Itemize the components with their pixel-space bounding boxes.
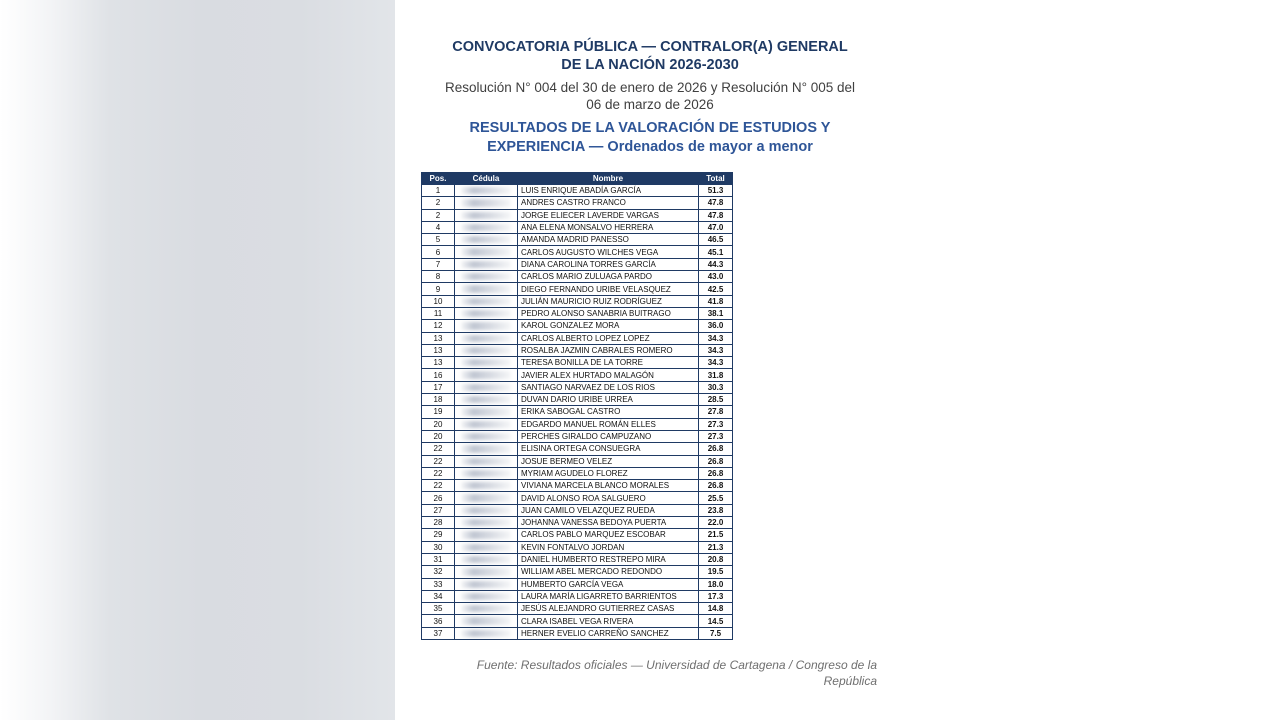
cell-nombre: ERIKA SABOGAL CASTRO xyxy=(518,406,699,418)
redaction-blur xyxy=(461,310,511,317)
redaction-blur xyxy=(461,433,511,440)
cell-cedula-redacted xyxy=(455,246,518,258)
cell-nombre: ANDRES CASTRO FRANCO xyxy=(518,197,699,209)
cell-cedula-redacted xyxy=(455,369,518,381)
table-row xyxy=(422,271,733,283)
cell-nombre: CARLOS PABLO MARQUEZ ESCOBAR xyxy=(518,529,699,541)
cell-nombre: PERCHES GIRALDO CAMPUZANO xyxy=(518,430,699,442)
redaction-blur xyxy=(461,371,511,378)
cell-pos: 1 xyxy=(422,185,455,197)
cell-total: 34.3 xyxy=(699,357,733,369)
title-line-2: DE LA NACIÓN 2026-2030 xyxy=(561,57,739,73)
cell-cedula-redacted xyxy=(455,553,518,565)
cell-total: 46.5 xyxy=(699,234,733,246)
table-row xyxy=(422,492,733,504)
redaction-blur xyxy=(461,248,511,255)
redaction-blur xyxy=(461,482,511,489)
cell-total: 22.0 xyxy=(699,517,733,529)
cell-cedula-redacted xyxy=(455,615,518,627)
redaction-blur xyxy=(461,556,511,563)
cell-pos: 29 xyxy=(422,529,455,541)
subtitle-line-2: 06 de marzo de 2026 xyxy=(586,97,714,112)
cell-cedula-redacted xyxy=(455,357,518,369)
cell-nombre: AMANDA MADRID PANESSO xyxy=(518,234,699,246)
cell-total: 26.8 xyxy=(699,480,733,492)
table-row xyxy=(422,480,733,492)
redaction-blur xyxy=(461,359,511,366)
redaction-blur xyxy=(461,519,511,526)
cell-total: 43.0 xyxy=(699,271,733,283)
cell-pos: 34 xyxy=(422,590,455,602)
cell-pos: 13 xyxy=(422,332,455,344)
table-row xyxy=(422,418,733,430)
cell-nombre: JORGE ELIECER LAVERDE VARGAS xyxy=(518,209,699,221)
table-row xyxy=(422,430,733,442)
cell-pos: 28 xyxy=(422,517,455,529)
cell-nombre: PEDRO ALONSO SANABRIA BUITRAGO xyxy=(518,307,699,319)
table-row xyxy=(422,295,733,307)
redaction-blur xyxy=(461,581,511,588)
cell-pos: 20 xyxy=(422,418,455,430)
table-row xyxy=(422,627,733,639)
table-row xyxy=(422,566,733,578)
cell-pos: 33 xyxy=(422,578,455,590)
cell-total: 18.0 xyxy=(699,578,733,590)
table-row xyxy=(422,406,733,418)
cell-nombre: JOHANNA VANESSA BEDOYA PUERTA xyxy=(518,517,699,529)
header-pos: Pos. xyxy=(422,173,455,185)
cell-nombre: ANA ELENA MONSALVO HERRERA xyxy=(518,221,699,233)
table-row xyxy=(422,381,733,393)
cell-total: 38.1 xyxy=(699,307,733,319)
table-header-row xyxy=(422,173,733,185)
cell-nombre: MYRIAM AGUDELO FLOREZ xyxy=(518,467,699,479)
cell-pos: 18 xyxy=(422,394,455,406)
table-row xyxy=(422,283,733,295)
cell-pos: 20 xyxy=(422,430,455,442)
cell-cedula-redacted xyxy=(455,197,518,209)
cell-total: 19.5 xyxy=(699,566,733,578)
table-row xyxy=(422,553,733,565)
cell-pos: 35 xyxy=(422,603,455,615)
table-row xyxy=(422,197,733,209)
table-row xyxy=(422,394,733,406)
cell-nombre: JULIÁN MAURICIO RUIZ RODRÍGUEZ xyxy=(518,295,699,307)
table-row xyxy=(422,578,733,590)
title-line-1: CONVOCATORIA PÚBLICA — CONTRALOR(A) GENERAL xyxy=(452,39,848,55)
cell-cedula-redacted xyxy=(455,603,518,615)
table-row xyxy=(422,603,733,615)
footer-line-1: Fuente: Resultados oficiales — Universidad de Cartagena / Congreso de la xyxy=(476,658,877,672)
cell-pos: 13 xyxy=(422,357,455,369)
cell-pos: 17 xyxy=(422,381,455,393)
table-row xyxy=(422,332,733,344)
cell-nombre: LUIS ENRIQUE ABADÍA GARCÍA xyxy=(518,185,699,197)
cell-pos: 7 xyxy=(422,258,455,270)
redaction-blur xyxy=(461,494,511,501)
cell-total: 14.8 xyxy=(699,603,733,615)
redaction-blur xyxy=(461,224,511,231)
cell-cedula-redacted xyxy=(455,430,518,442)
cell-total: 23.8 xyxy=(699,504,733,516)
cell-nombre: CARLOS ALBERTO LOPEZ LOPEZ xyxy=(518,332,699,344)
cell-cedula-redacted xyxy=(455,332,518,344)
cell-cedula-redacted xyxy=(455,529,518,541)
cell-pos: 8 xyxy=(422,271,455,283)
cell-total: 28.5 xyxy=(699,394,733,406)
cell-nombre: JAVIER ALEX HURTADO MALAGÓN xyxy=(518,369,699,381)
table-row xyxy=(422,443,733,455)
cell-cedula-redacted xyxy=(455,381,518,393)
cell-cedula-redacted xyxy=(455,344,518,356)
header-nombre: Nombre xyxy=(518,173,699,185)
cell-total: 21.5 xyxy=(699,529,733,541)
header-cedula: Cédula xyxy=(455,173,518,185)
cell-pos: 9 xyxy=(422,283,455,295)
table-row xyxy=(422,541,733,553)
redaction-blur xyxy=(461,593,511,600)
cell-nombre: CLARA ISABEL VEGA RIVERA xyxy=(518,615,699,627)
document-title xyxy=(410,38,890,74)
cell-nombre: VIVIANA MARCELA BLANCO MORALES xyxy=(518,480,699,492)
cell-nombre: JESÚS ALEJANDRO GUTIERREZ CASAS xyxy=(518,603,699,615)
cell-cedula-redacted xyxy=(455,320,518,332)
redaction-blur xyxy=(461,408,511,415)
redaction-blur xyxy=(461,261,511,268)
cell-cedula-redacted xyxy=(455,455,518,467)
table-row xyxy=(422,369,733,381)
table-row xyxy=(422,504,733,516)
cell-cedula-redacted xyxy=(455,283,518,295)
redaction-blur xyxy=(461,212,511,219)
cell-nombre: WILLIAM ABEL MERCADO REDONDO xyxy=(518,566,699,578)
table-row xyxy=(422,615,733,627)
cell-total: 25.5 xyxy=(699,492,733,504)
cell-nombre: ELISINA ORTEGA CONSUEGRA xyxy=(518,443,699,455)
cell-total: 45.1 xyxy=(699,246,733,258)
cell-nombre: KEVIN FONTALVO JORDAN xyxy=(518,541,699,553)
cell-total: 27.8 xyxy=(699,406,733,418)
cell-cedula-redacted xyxy=(455,209,518,221)
cell-total: 21.3 xyxy=(699,541,733,553)
cell-pos: 32 xyxy=(422,566,455,578)
redaction-blur xyxy=(461,335,511,342)
table-row xyxy=(422,185,733,197)
redaction-blur xyxy=(461,322,511,329)
table-body xyxy=(422,185,733,640)
cell-cedula-redacted xyxy=(455,221,518,233)
table-row xyxy=(422,517,733,529)
resolution-subtitle xyxy=(410,79,890,113)
cell-pos: 30 xyxy=(422,541,455,553)
table-row xyxy=(422,320,733,332)
redaction-blur xyxy=(461,236,511,243)
cell-cedula-redacted xyxy=(455,578,518,590)
blurred-background-panel xyxy=(0,0,395,720)
cell-total: 31.8 xyxy=(699,369,733,381)
cell-pos: 4 xyxy=(422,221,455,233)
cell-pos: 27 xyxy=(422,504,455,516)
cell-cedula-redacted xyxy=(455,541,518,553)
cell-total: 44.3 xyxy=(699,258,733,270)
cell-cedula-redacted xyxy=(455,492,518,504)
cell-pos: 22 xyxy=(422,443,455,455)
redaction-blur xyxy=(461,421,511,428)
cell-nombre: DIEGO FERNANDO URIBE VELASQUEZ xyxy=(518,283,699,295)
cell-pos: 16 xyxy=(422,369,455,381)
table-row xyxy=(422,258,733,270)
cell-total: 14.5 xyxy=(699,615,733,627)
table-row xyxy=(422,467,733,479)
cell-pos: 37 xyxy=(422,627,455,639)
cell-nombre: DUVAN DARIO URIBE URREA xyxy=(518,394,699,406)
table-row xyxy=(422,357,733,369)
cell-cedula-redacted xyxy=(455,590,518,602)
table-row xyxy=(422,246,733,258)
cell-pos: 36 xyxy=(422,615,455,627)
cell-pos: 2 xyxy=(422,209,455,221)
cell-total: 51.3 xyxy=(699,185,733,197)
cell-pos: 22 xyxy=(422,467,455,479)
redaction-blur xyxy=(461,617,511,624)
cell-nombre: HERNER EVELIO CARREÑO SANCHEZ xyxy=(518,627,699,639)
redaction-blur xyxy=(461,630,511,637)
redaction-blur xyxy=(461,458,511,465)
cell-cedula-redacted xyxy=(455,394,518,406)
cell-cedula-redacted xyxy=(455,295,518,307)
cell-total: 42.5 xyxy=(699,283,733,295)
results-table xyxy=(421,172,733,640)
cell-nombre: DANIEL HUMBERTO RESTREPO MIRA xyxy=(518,553,699,565)
table-row xyxy=(422,234,733,246)
cell-total: 20.8 xyxy=(699,553,733,565)
redaction-blur xyxy=(461,445,511,452)
redaction-blur xyxy=(461,273,511,280)
cell-nombre: TERESA BONILLA DE LA TORRE xyxy=(518,357,699,369)
cell-total: 34.3 xyxy=(699,332,733,344)
cell-total: 26.8 xyxy=(699,455,733,467)
cell-nombre: HUMBERTO GARCÍA VEGA xyxy=(518,578,699,590)
cell-cedula-redacted xyxy=(455,406,518,418)
cell-total: 26.8 xyxy=(699,443,733,455)
cell-pos: 13 xyxy=(422,344,455,356)
cell-nombre: SANTIAGO NARVAEZ DE LOS RIOS xyxy=(518,381,699,393)
redaction-blur xyxy=(461,285,511,292)
cell-pos: 11 xyxy=(422,307,455,319)
footer-line-2: República xyxy=(823,674,877,688)
cell-nombre: JUAN CAMILO VELAZQUEZ RUEDA xyxy=(518,504,699,516)
cell-cedula-redacted xyxy=(455,480,518,492)
results-heading xyxy=(410,119,890,157)
cell-total: 26.8 xyxy=(699,467,733,479)
redaction-blur xyxy=(461,531,511,538)
heading-line-1: RESULTADOS DE LA VALORACIÓN DE ESTUDIOS Y xyxy=(469,120,831,136)
cell-pos: 2 xyxy=(422,197,455,209)
cell-total: 17.3 xyxy=(699,590,733,602)
cell-nombre: EDGARDO MANUEL ROMÁN ELLES xyxy=(518,418,699,430)
redaction-blur xyxy=(461,544,511,551)
cell-pos: 6 xyxy=(422,246,455,258)
table-row xyxy=(422,590,733,602)
redaction-blur xyxy=(461,199,511,206)
cell-pos: 22 xyxy=(422,480,455,492)
cell-cedula-redacted xyxy=(455,307,518,319)
cell-pos: 26 xyxy=(422,492,455,504)
cell-cedula-redacted xyxy=(455,517,518,529)
redaction-blur xyxy=(461,507,511,514)
cell-total: 36.0 xyxy=(699,320,733,332)
cell-total: 47.0 xyxy=(699,221,733,233)
cell-total: 47.8 xyxy=(699,197,733,209)
table-row xyxy=(422,221,733,233)
cell-total: 7.5 xyxy=(699,627,733,639)
cell-total: 47.8 xyxy=(699,209,733,221)
redaction-blur xyxy=(461,384,511,391)
cell-nombre: LAURA MARÍA LIGARRETO BARRIENTOS xyxy=(518,590,699,602)
cell-total: 30.3 xyxy=(699,381,733,393)
cell-nombre: DIANA CAROLINA TORRES GARCÍA xyxy=(518,258,699,270)
cell-nombre: KAROL GONZALEZ MORA xyxy=(518,320,699,332)
source-footer xyxy=(420,657,877,689)
cell-cedula-redacted xyxy=(455,234,518,246)
redaction-blur xyxy=(461,187,511,194)
redaction-blur xyxy=(461,347,511,354)
cell-pos: 5 xyxy=(422,234,455,246)
table-row xyxy=(422,209,733,221)
cell-pos: 31 xyxy=(422,553,455,565)
cell-nombre: DAVID ALONSO ROA SALGUERO xyxy=(518,492,699,504)
heading-line-2: EXPERIENCIA — Ordenados de mayor a menor xyxy=(487,139,813,155)
cell-pos: 12 xyxy=(422,320,455,332)
subtitle-line-1: Resolución N° 004 del 30 de enero de 2026 y Resolución N° 005 del xyxy=(444,80,856,95)
cell-cedula-redacted xyxy=(455,185,518,197)
cell-nombre: CARLOS MARIO ZULUAGA PARDO xyxy=(518,271,699,283)
cell-cedula-redacted xyxy=(455,271,518,283)
cell-cedula-redacted xyxy=(455,443,518,455)
cell-total: 27.3 xyxy=(699,430,733,442)
cell-cedula-redacted xyxy=(455,566,518,578)
redaction-blur xyxy=(461,568,511,575)
redaction-blur xyxy=(461,298,511,305)
table-row xyxy=(422,455,733,467)
cell-cedula-redacted xyxy=(455,627,518,639)
cell-cedula-redacted xyxy=(455,258,518,270)
redaction-blur xyxy=(461,605,511,612)
redaction-blur xyxy=(461,396,511,403)
table-row xyxy=(422,529,733,541)
cell-total: 27.3 xyxy=(699,418,733,430)
cell-total: 41.8 xyxy=(699,295,733,307)
cell-total: 34.3 xyxy=(699,344,733,356)
cell-nombre: ROSALBA JAZMIN CABRALES ROMERO xyxy=(518,344,699,356)
header-total: Total xyxy=(699,173,733,185)
cell-pos: 10 xyxy=(422,295,455,307)
cell-cedula-redacted xyxy=(455,467,518,479)
cell-nombre: JOSUE BERMEO VELEZ xyxy=(518,455,699,467)
cell-pos: 19 xyxy=(422,406,455,418)
redaction-blur xyxy=(461,470,511,477)
cell-cedula-redacted xyxy=(455,418,518,430)
table-row xyxy=(422,307,733,319)
cell-pos: 22 xyxy=(422,455,455,467)
table-row xyxy=(422,344,733,356)
cell-cedula-redacted xyxy=(455,504,518,516)
cell-nombre: CARLOS AUGUSTO WILCHES VEGA xyxy=(518,246,699,258)
